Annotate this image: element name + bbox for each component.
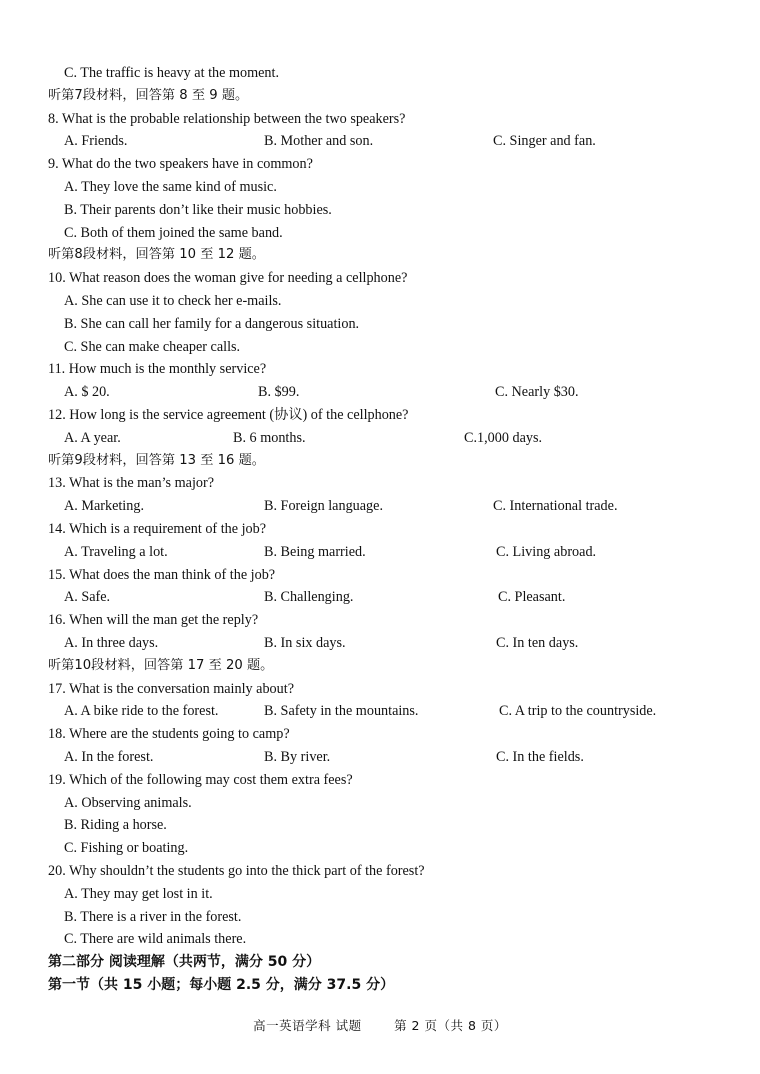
option-b: B. By river. <box>264 749 331 765</box>
footer-subject: 高一英语学科 试题 <box>253 1018 362 1033</box>
question-stem: 13. What is the man’s major? <box>48 475 215 492</box>
option-a: A. $ 20. <box>64 384 110 401</box>
option-c: C. In ten days. <box>496 635 579 651</box>
option-line: B. Riding a horse. <box>64 817 167 834</box>
option-c: C. Living abroad. <box>496 543 597 560</box>
question-stem: 14. Which is a requirement of the job? <box>48 521 267 537</box>
option-b: B. In six days. <box>264 635 346 651</box>
option-c: C. International trade. <box>493 498 618 515</box>
option-line: A. They may get lost in it. <box>64 885 213 902</box>
option-a: A. In the forest. <box>64 749 154 765</box>
option-line: C. She can make cheaper calls. <box>64 338 241 355</box>
listening-section-heading: 听第9段材料，回答第 13 至 16 题。 <box>48 452 265 468</box>
option-b: B. Safety in the mountains. <box>264 703 419 720</box>
option-line: A. She can use it to check her e-mails. <box>64 293 282 309</box>
option-b: B. 6 months. <box>233 429 306 446</box>
option-b: B. Mother and son. <box>264 133 374 150</box>
option-line: B. There is a river in the forest. <box>64 908 242 925</box>
question-stem: 12. How long is the service agreement (协议) of the cellphone? <box>48 407 409 423</box>
option-line: C. Both of them joined the same band. <box>64 224 283 241</box>
option-a: A. Safe. <box>64 589 111 606</box>
option-a: A. Marketing. <box>64 498 144 515</box>
question-stem: 16. When will the man get the reply? <box>48 612 259 629</box>
listening-section-heading: 听第7段材料，回答第 8 至 9 题。 <box>48 87 249 103</box>
option-b: B. Challenging. <box>264 589 354 606</box>
option-c: C. Singer and fan. <box>493 133 596 150</box>
option-c: C. Nearly $30. <box>495 384 579 401</box>
option-line: A. Observing animals. <box>64 794 192 811</box>
part-heading: 第一节（共 15 小题；每小题 2.5 分，满分 37.5 分） <box>48 977 395 993</box>
option-line: C. The traffic is heavy at the moment. <box>64 65 279 81</box>
question-stem: 18. Where are the students going to camp? <box>48 726 290 743</box>
part-heading: 第二部分 阅读理解（共两节，满分 50 分） <box>48 954 321 971</box>
option-a: A. Traveling a lot. <box>64 543 168 560</box>
listening-section-heading: 听第10段材料，回答第 17 至 20 题。 <box>48 657 274 673</box>
option-c: C. In the fields. <box>496 749 584 765</box>
question-stem: 15. What does the man think of the job? <box>48 566 276 583</box>
option-a: A. A year. <box>64 429 121 446</box>
question-stem: 20. Why shouldn’t the students go into the thick part of the forest? <box>48 863 425 879</box>
option-b: B. $99. <box>258 384 300 401</box>
question-stem: 19. Which of the following may cost them extra fees? <box>48 771 353 788</box>
option-line: B. She can call her family for a dangerous situation. <box>64 315 360 332</box>
question-stem: 10. What reason does the woman give for needing a cellphone? <box>48 270 408 287</box>
footer-page-number: 第 2 页（共 8 页） <box>394 1018 507 1033</box>
question-stem: 17. What is the conversation mainly about? <box>48 680 294 697</box>
option-c: C.1,000 days. <box>464 429 543 446</box>
option-a: A. Friends. <box>64 133 128 150</box>
question-stem: 8. What is the probable relationship between the two speakers? <box>48 110 406 127</box>
option-c: C. A trip to the countryside. <box>499 703 657 720</box>
question-stem: 9. What do the two speakers have in common? <box>48 156 313 173</box>
option-a: A. In three days. <box>64 635 159 651</box>
option-a: A. A bike ride to the forest. <box>64 703 219 720</box>
option-c: C. Pleasant. <box>498 589 566 606</box>
option-line: B. Their parents don’t like their music hobbies. <box>64 201 332 218</box>
listening-section-heading: 听第8段材料，回答第 10 至 12 题。 <box>48 247 265 263</box>
option-line: A. They love the same kind of music. <box>64 179 277 195</box>
page-footer <box>0 1016 760 1034</box>
option-line: C. Fishing or boating. <box>64 840 189 857</box>
option-b: B. Foreign language. <box>264 498 383 515</box>
option-b: B. Being married. <box>264 543 366 560</box>
option-line: C. There are wild animals there. <box>64 931 247 948</box>
question-stem: 11. How much is the monthly service? <box>48 361 267 378</box>
